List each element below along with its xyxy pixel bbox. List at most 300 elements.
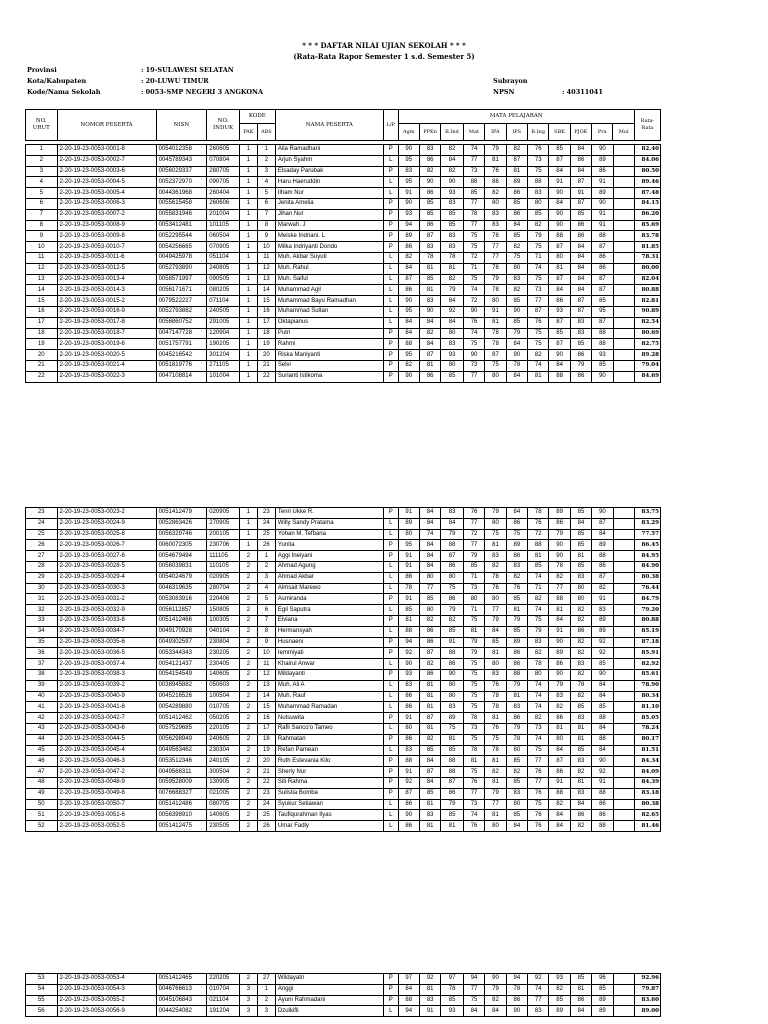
nama-peserta-cell: Siti Rahma	[275, 777, 383, 788]
agm-cell: 97	[398, 974, 419, 985]
nomor-peserta-cell: 2-20-19-23-0053-0005-4	[57, 188, 156, 199]
no-induk-cell: 050205	[207, 713, 240, 724]
table-row	[26, 605, 661, 616]
abs-cell: 15	[257, 702, 275, 713]
table-row	[26, 242, 661, 253]
pjok-cell: 80	[570, 583, 591, 594]
no-urut-cell: 28	[26, 561, 58, 572]
ips-cell: 79	[506, 723, 527, 734]
nomor-peserta-cell: 2-20-19-23-0053-0025-8	[57, 529, 156, 540]
mul-cell	[613, 350, 634, 361]
rata-rata-cell: 83.78	[635, 231, 661, 242]
agm-cell: 84	[398, 317, 419, 328]
bind-cell: 81	[441, 263, 464, 274]
ipa-cell: 80	[485, 296, 506, 307]
table-row	[26, 328, 661, 339]
agm-cell: 88	[398, 626, 419, 637]
bing-cell: 85	[528, 561, 549, 572]
ipa-cell: 83	[485, 220, 506, 231]
table-row	[26, 274, 661, 285]
mul-cell	[613, 995, 634, 1006]
table-row	[26, 995, 661, 1006]
sbk-cell: 80	[549, 252, 570, 263]
no-induk-cell: 010704	[207, 984, 240, 995]
table-row	[26, 145, 661, 156]
mul-cell	[613, 713, 634, 724]
bing-cell: 82	[528, 713, 549, 724]
scores-table-3	[25, 973, 661, 1017]
nomor-peserta-cell: 2-20-19-23-0053-0007-2	[57, 209, 156, 220]
no-urut-cell: 56	[26, 1006, 58, 1017]
rata-rata-cell: 84.15	[635, 198, 661, 209]
rata-rata-cell: 80.17	[635, 734, 661, 745]
nomor-peserta-cell: 2-20-19-23-0053-0017-8	[57, 317, 156, 328]
nomor-peserta-cell: 2-20-19-23-0053-0052-5	[57, 821, 156, 832]
rata-rata-cell: 84.90	[635, 561, 661, 572]
lp-cell: P	[383, 713, 398, 724]
pra-cell: 86	[592, 561, 613, 572]
lp-cell: P	[383, 767, 398, 778]
nisn-cell: 0053512346	[156, 756, 207, 767]
value-provinsi: : 19-SULAWESI SELATAN	[141, 66, 234, 74]
sbk-cell: 83	[549, 691, 570, 702]
no-urut-cell: 30	[26, 583, 58, 594]
bind-cell: 85	[441, 626, 464, 637]
bind-cell: 91	[441, 637, 464, 648]
table-row	[26, 518, 661, 529]
no-urut-cell: 4	[26, 177, 58, 188]
pra-cell: 87	[592, 572, 613, 583]
no-induk-cell: 040104	[207, 626, 240, 637]
pjok-cell: 91	[570, 188, 591, 199]
mat-cell: 79	[463, 648, 484, 659]
mul-cell	[613, 242, 634, 253]
sbk-cell: 90	[549, 669, 570, 680]
rata-rata-cell: 84.95	[635, 551, 661, 562]
pjok-cell: 81	[570, 777, 591, 788]
rata-rata-cell: 84.09	[635, 767, 661, 778]
mat-cell: 85	[463, 188, 484, 199]
abs-cell: 10	[257, 242, 275, 253]
pak-cell: 1	[239, 285, 257, 296]
table-row	[26, 317, 661, 328]
mat-cell: 72	[463, 529, 484, 540]
mat-cell: 74	[463, 810, 484, 821]
pjok-cell: 84	[570, 263, 591, 274]
pjok-cell: 86	[570, 626, 591, 637]
rata-rata-cell: 84.06	[635, 155, 661, 166]
lp-cell: P	[383, 551, 398, 562]
abs-cell: 8	[257, 626, 275, 637]
no-induk-cell: 060504	[207, 231, 240, 242]
col-pak: PAK	[239, 124, 257, 141]
sbk-cell: 91	[549, 177, 570, 188]
ppkn-cell: 90	[419, 306, 440, 317]
pra-cell: 86	[592, 799, 613, 810]
no-urut-cell: 10	[26, 242, 58, 253]
mul-cell	[613, 680, 634, 691]
ips-cell: 85	[506, 317, 527, 328]
nisn-cell: 0053083916	[156, 594, 207, 605]
lp-cell: L	[383, 745, 398, 756]
bind-cell: 75	[441, 723, 464, 734]
mat-cell: 94	[463, 974, 484, 985]
bind-cell: 79	[441, 285, 464, 296]
mul-cell	[613, 734, 634, 745]
mat-cell: 75	[463, 734, 484, 745]
lp-cell: P	[383, 594, 398, 605]
lp-cell: P	[383, 350, 398, 361]
pak-cell: 1	[239, 518, 257, 529]
nama-peserta-cell: Arjun Syahm	[275, 155, 383, 166]
bind-cell: 84	[441, 518, 464, 529]
mat-cell: 71	[463, 263, 484, 274]
no-induk-cell: 301204	[207, 350, 240, 361]
mat-cell: 75	[463, 339, 484, 350]
mat-cell: 90	[463, 306, 484, 317]
rata-rata-cell: 83.75	[635, 508, 661, 519]
bind-cell: 82	[441, 166, 464, 177]
nama-peserta-cell: Muh. Akbar Suyuti	[275, 252, 383, 263]
nisn-cell: 0056329746	[156, 529, 207, 540]
pra-cell: 93	[592, 350, 613, 361]
rata-rata-cell: 90.89	[635, 306, 661, 317]
lp-cell: L	[383, 155, 398, 166]
ips-cell: 86	[506, 713, 527, 724]
no-urut-cell: 33	[26, 615, 58, 626]
ips-cell: 79	[506, 680, 527, 691]
table-row	[26, 723, 661, 734]
sbk-cell: 86	[549, 518, 570, 529]
pak-cell: 2	[239, 669, 257, 680]
pra-cell: 89	[592, 995, 613, 1006]
table-row	[26, 166, 661, 177]
ipa-cell: 75	[485, 360, 506, 371]
abs-cell: 6	[257, 605, 275, 616]
sbk-cell: 82	[549, 799, 570, 810]
table-row	[26, 648, 661, 659]
bind-cell: 90	[441, 177, 464, 188]
nisn-cell: 0054679494	[156, 551, 207, 562]
no-induk-cell: 090705	[207, 177, 240, 188]
mat-cell: 71	[463, 572, 484, 583]
table-row	[26, 583, 661, 594]
mul-cell	[613, 371, 634, 382]
ppkn-cell: 82	[419, 166, 440, 177]
ips-cell: 82	[506, 145, 527, 156]
no-induk-cell: 090505	[207, 274, 240, 285]
agm-cell: 95	[398, 350, 419, 361]
ppkn-cell: 86	[419, 626, 440, 637]
bing-cell: 72	[528, 529, 549, 540]
agm-cell: 91	[398, 551, 419, 562]
mat-cell: 73	[463, 799, 484, 810]
nisn-cell: 0052793890	[156, 263, 207, 274]
agm-cell: 91	[398, 188, 419, 199]
nomor-peserta-cell: 2-20-19-23-0053-0031-2	[57, 594, 156, 605]
mat-cell: 75	[463, 669, 484, 680]
lp-cell: L	[383, 252, 398, 263]
pjok-cell: 86	[570, 810, 591, 821]
ppkn-cell: 81	[419, 821, 440, 832]
lp-cell: L	[383, 296, 398, 307]
mul-cell	[613, 572, 634, 583]
mul-cell	[613, 508, 634, 519]
table-row	[26, 702, 661, 713]
nama-peserta-cell: Marwah. J	[275, 220, 383, 231]
pak-cell: 2	[239, 583, 257, 594]
no-urut-cell: 50	[26, 799, 58, 810]
mat-cell: 75	[463, 995, 484, 1006]
ppkn-cell: 85	[419, 274, 440, 285]
ips-cell: 80	[506, 263, 527, 274]
nisn-cell: 0049302597	[156, 637, 207, 648]
abs-cell: 26	[257, 821, 275, 832]
nama-peserta-cell: Almsait Marewo	[275, 583, 383, 594]
nama-peserta-cell: Mildayanti	[275, 669, 383, 680]
nisn-cell: 0045216526	[156, 691, 207, 702]
mat-cell: 84	[463, 1006, 484, 1017]
no-urut-cell: 14	[26, 285, 58, 296]
agm-cell: 92	[398, 648, 419, 659]
agm-cell: 94	[398, 637, 419, 648]
ipa-cell: 83	[485, 669, 506, 680]
table-row	[26, 561, 661, 572]
nama-peserta-cell: Dzulkifli	[275, 1006, 383, 1017]
ips-cell: 90	[506, 1006, 527, 1017]
mat-cell: 85	[463, 561, 484, 572]
table-row	[26, 360, 661, 371]
sbk-cell: 81	[549, 605, 570, 616]
nisn-cell: 0051819776	[156, 360, 207, 371]
pra-cell: 89	[592, 1006, 613, 1017]
table-row	[26, 745, 661, 756]
agm-cell: 85	[398, 605, 419, 616]
rata-rata-cell: 82.40	[635, 145, 661, 156]
pjok-cell: 83	[570, 572, 591, 583]
ipa-cell: 80	[485, 371, 506, 382]
pjok-cell: 86	[570, 231, 591, 242]
ipa-cell: 82	[485, 995, 506, 1006]
nama-peserta-cell: Ahmad Akbar	[275, 572, 383, 583]
nomor-peserta-cell: 2-20-19-23-0053-0020-5	[57, 350, 156, 361]
pra-cell: 86	[592, 166, 613, 177]
ppkn-cell: 91	[419, 1006, 440, 1017]
ipa-cell: 80	[485, 594, 506, 605]
ipa-cell: 82	[485, 767, 506, 778]
ipa-cell: 79	[485, 984, 506, 995]
ipa-cell: 78	[485, 572, 506, 583]
pjok-cell: 85	[570, 540, 591, 551]
rata-rata-cell: 86.45	[635, 540, 661, 551]
no-urut-cell: 19	[26, 339, 58, 350]
agm-cell: 84	[398, 328, 419, 339]
nisn-cell: 0044254082	[156, 1006, 207, 1017]
pak-cell: 2	[239, 637, 257, 648]
rata-rata-cell: 89.28	[635, 350, 661, 361]
abs-cell: 25	[257, 810, 275, 821]
agm-cell: 86	[398, 572, 419, 583]
no-induk-cell: 120904	[207, 328, 240, 339]
mul-cell	[613, 767, 634, 778]
abs-cell: 4	[257, 177, 275, 188]
col-rata: Rata-Rata	[634, 110, 660, 141]
sbk-cell: 90	[549, 209, 570, 220]
abs-cell: 25	[257, 529, 275, 540]
bind-cell: 83	[441, 242, 464, 253]
mul-cell	[613, 637, 634, 648]
agm-cell: 90	[398, 659, 419, 670]
pak-cell: 1	[239, 177, 257, 188]
lp-cell: L	[383, 821, 398, 832]
pjok-cell: 84	[570, 518, 591, 529]
no-induk-cell: 051104	[207, 252, 240, 263]
nama-peserta-cell: Wildayatri	[275, 974, 383, 985]
no-urut-cell: 38	[26, 669, 58, 680]
agm-cell: 86	[398, 285, 419, 296]
agm-cell: 86	[398, 799, 419, 810]
ips-cell: 89	[506, 540, 527, 551]
ipa-cell: 76	[485, 583, 506, 594]
bing-cell: 74	[528, 605, 549, 616]
pra-cell: 89	[592, 615, 613, 626]
no-urut-cell: 29	[26, 572, 58, 583]
mat-cell: 77	[463, 371, 484, 382]
agm-cell: 91	[398, 594, 419, 605]
nomor-peserta-cell: 2-20-19-23-0053-0013-4	[57, 274, 156, 285]
bind-cell: 90	[441, 669, 464, 680]
lp-cell: P	[383, 777, 398, 788]
bing-cell: 85	[528, 209, 549, 220]
bind-cell: 81	[441, 821, 464, 832]
sbk-cell: 77	[549, 583, 570, 594]
lp-cell: L	[383, 810, 398, 821]
ips-cell: 88	[506, 669, 527, 680]
pak-cell: 1	[239, 371, 257, 382]
pak-cell: 1	[239, 274, 257, 285]
ips-cell: 82	[506, 242, 527, 253]
mul-cell	[613, 198, 634, 209]
nomor-peserta-cell: 2-20-19-23-0053-0056-9	[57, 1006, 156, 1017]
no-urut-cell: 20	[26, 350, 58, 361]
nisn-cell: 0056039831	[156, 561, 207, 572]
bing-cell: 75	[528, 339, 549, 350]
rata-rata-cell: 81.51	[635, 745, 661, 756]
lp-cell: L	[383, 561, 398, 572]
nama-peserta-cell: Ayuni Rahmadani	[275, 995, 383, 1006]
sbk-cell: 87	[549, 242, 570, 253]
agm-cell: 86	[398, 734, 419, 745]
sbk-cell: 84	[549, 198, 570, 209]
pra-cell: 84	[592, 691, 613, 702]
mul-cell	[613, 810, 634, 821]
nama-peserta-cell: Rahmatan	[275, 734, 383, 745]
rata-rata-cell: 85.61	[635, 669, 661, 680]
no-urut-cell: 48	[26, 777, 58, 788]
bing-cell: 79	[528, 231, 549, 242]
bing-cell: 75	[528, 745, 549, 756]
mat-cell: 74	[463, 285, 484, 296]
no-urut-cell: 23	[26, 508, 58, 519]
abs-cell: 4	[257, 583, 275, 594]
pra-cell: 91	[592, 594, 613, 605]
agm-cell: 83	[398, 745, 419, 756]
nama-peserta-cell: Muhammad Bayu Ramadhan	[275, 296, 383, 307]
pra-cell: 88	[592, 788, 613, 799]
lp-cell: L	[383, 317, 398, 328]
pak-cell: 1	[239, 540, 257, 551]
no-induk-cell: 291005	[207, 317, 240, 328]
ips-cell: 86	[506, 551, 527, 562]
agm-cell: 91	[398, 508, 419, 519]
table-row	[26, 508, 661, 519]
pjok-cell: 85	[570, 974, 591, 985]
pjok-cell: 86	[570, 350, 591, 361]
ips-cell: 78	[506, 734, 527, 745]
nisn-cell: 0051412462	[156, 713, 207, 724]
mat-cell: 74	[463, 145, 484, 156]
lp-cell: P	[383, 637, 398, 648]
ipa-cell: 78	[485, 339, 506, 350]
bing-cell: 74	[528, 680, 549, 691]
ips-cell: 85	[506, 756, 527, 767]
pjok-cell: 82	[570, 767, 591, 778]
ips-cell: 89	[506, 637, 527, 648]
ipa-cell: 81	[485, 713, 506, 724]
bing-cell: 73	[528, 285, 549, 296]
mat-cell: 80	[463, 594, 484, 605]
sbk-cell: 85	[549, 145, 570, 156]
bing-cell: 81	[528, 551, 549, 562]
mat-cell: 75	[463, 231, 484, 242]
nisn-cell: 0052863426	[156, 518, 207, 529]
rata-rata-cell: 81.85	[635, 242, 661, 253]
pjok-cell: 84	[570, 145, 591, 156]
abs-cell: 22	[257, 777, 275, 788]
no-urut-cell: 21	[26, 360, 58, 371]
pjok-cell: 80	[570, 594, 591, 605]
pra-cell: 90	[592, 756, 613, 767]
no-urut-cell: 26	[26, 540, 58, 551]
ips-cell: 86	[506, 995, 527, 1006]
col-subject: Mul	[613, 124, 635, 141]
mul-cell	[613, 648, 634, 659]
pak-cell: 2	[239, 551, 257, 562]
pjok-cell: 86	[570, 371, 591, 382]
mat-cell: 77	[463, 198, 484, 209]
abs-cell: 6	[257, 198, 275, 209]
nomor-peserta-cell: 2-20-19-23-0053-0014-3	[57, 285, 156, 296]
no-urut-cell: 44	[26, 734, 58, 745]
pjok-cell: 84	[570, 252, 591, 263]
bind-cell: 85	[441, 810, 464, 821]
table-row	[26, 155, 661, 166]
mul-cell	[613, 615, 634, 626]
nisn-cell: 0055831946	[156, 209, 207, 220]
nisn-cell: 0056112857	[156, 605, 207, 616]
ppkn-cell: 82	[419, 328, 440, 339]
pra-cell: 86	[592, 263, 613, 274]
bing-cell: 75	[528, 242, 549, 253]
ipa-cell: 75	[485, 734, 506, 745]
col-subject: Agm	[398, 124, 419, 141]
agm-cell: 90	[398, 810, 419, 821]
no-induk-cell: 230405	[207, 659, 240, 670]
mul-cell	[613, 561, 634, 572]
nisn-cell: 0045106843	[156, 995, 207, 1006]
no-urut-cell: 35	[26, 637, 58, 648]
bind-cell: 88	[441, 540, 464, 551]
